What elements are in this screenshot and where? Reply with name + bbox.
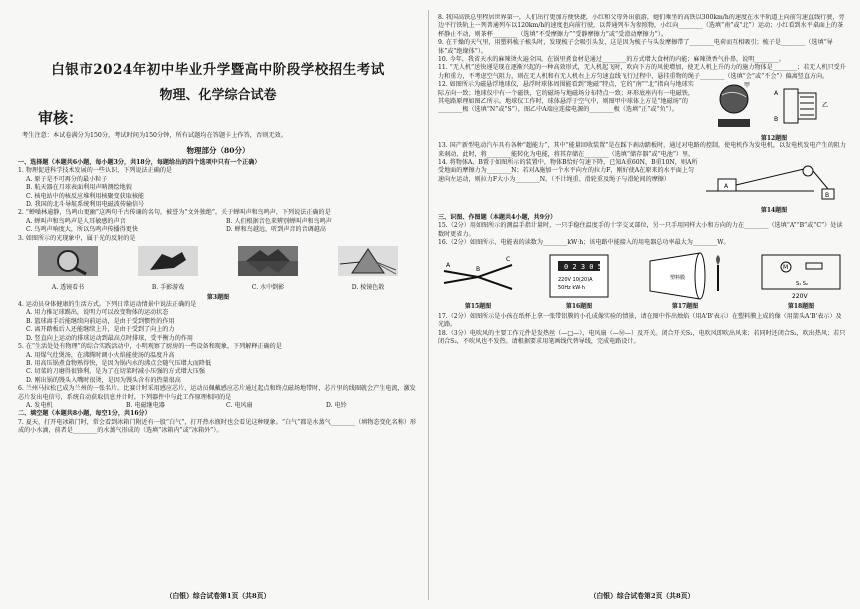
part-1-heading: 一、选择题（本题共6小题，每小题3分，共18分，每题给出的四个选项中只有一个正确） xyxy=(18,159,261,166)
question-17: 17.（2分）如图所示是小孩在纸杯上拿一张带铝膜的小孔成像实验的情景，请在图中作出烛焰（用A'B'表示）在塑料膜上成的像（用箭头A'B'表示）及光路。 xyxy=(438,312,842,329)
question-11: 11. “无人机”送快递是现在逐渐兴起的一种高效形式，无人机起飞时，吹向下方的风使增加，使无人机上升的力的施力物体是________；若无人机只受升力和重力，不考虑空气阻力，则在无人机和有无人机右上方匀速直线飞行过程中，悬挂重物的绳子________（选填“会”或“不会”）偏离竖直方向。 xyxy=(438,64,846,80)
magnifier-image xyxy=(38,246,98,276)
svg-text:M: M xyxy=(783,263,789,271)
q12-figure: A B 甲 乙 第12题图 xyxy=(704,81,844,142)
water-reflection-image xyxy=(238,246,298,276)
question-5: 5. 在“生活处处有物理”的综合实践活动中，小明观察了厨房的一些设备和现象，下列解释正确的是 xyxy=(18,343,282,351)
page-divider xyxy=(428,10,429,600)
q18-figure: M S₁ S₂ 220V 第18题图 xyxy=(756,251,846,310)
page-2 xyxy=(438,14,846,600)
q3-figure-b: B. 手影游戏 xyxy=(137,246,199,291)
part-3-heading: 三、识图、作图题（本题共4小题，共9分） xyxy=(438,214,557,222)
part-2-heading: 二、填空题（本题共8小题，每空1分，共16分） xyxy=(18,410,151,418)
q4-option-d: D. 竖直向上运动的排球运动到最高点时排球，受平衡力的作用 xyxy=(26,334,193,342)
q1-option-d: D. 我国的北斗导航系统利用电磁波传输信号 xyxy=(26,201,145,209)
svg-text:B: B xyxy=(774,116,779,124)
question-12: 12. 如图所示为磁悬浮地球仪，悬浮时球体周围能看到“地磁”特点，它的“南”“北”指向与地球实际方向一致；地球仪中有一个磁铁，它的磁场与地磁场分布特点一致；环形底座内有一电磁铁，其电路原理如图乙所示。地球仪工作时，球体悬浮于空气中，则图甲中球体上方是“地磁场”的________极（选填“N”或“S”），图乙中A端应连接电源的________极（选填“正”或“负”）。 xyxy=(438,81,694,114)
q3-figure-a: A. 透镜看书 xyxy=(37,246,99,291)
q3-figures xyxy=(18,246,418,291)
question-14: 14. 将物体A、B置于如图所示的装置中，物体B恰好匀速下降，已知A重60N，B重10N，则A所受地面的摩擦力为________N；若对A施加一个水平向左的拉力F，刚好使A在原来的水平面上匀速向左运动，则拉力F大小为________N。（不计绳重、滑轮重及绳子与滑轮间的摩擦） xyxy=(438,159,698,183)
q5-option-d: D. 刚出锅的馒头入嘴时很烫，是因为馒头含有的热量很高 xyxy=(26,376,181,384)
svg-text:220V 10(20)A: 220V 10(20)A xyxy=(558,276,593,283)
svg-text:0 2 3 0 5: 0 2 3 0 5 xyxy=(564,262,602,271)
q1-option-b: B. 航天器在月球表面利用声呐测绘地貌 xyxy=(26,184,132,192)
page-1 xyxy=(18,14,418,600)
question-15: 15.（2分）用如图所示的测温手指计量时，一只手稳住温度手的十字交叉部位，另一只手用同样大小和方向的力在________（选填“A”“B”或“C”）处读数时更省力。 xyxy=(438,222,843,238)
q5-option-b: B. 用高压锅煮食物熟得快，是因为锅内水的沸点会随气压增大而降低 xyxy=(26,359,212,367)
q3-figure-c: C. 水中倒影 xyxy=(237,246,299,291)
pulley-diagram xyxy=(704,159,844,205)
svg-text:塑料膜: 塑料膜 xyxy=(670,274,686,281)
q1-option-a: A. 原子是不可再分的最小粒子 xyxy=(26,175,108,183)
question-18: 18.（3分）电吹风的主要工作元件是发热丝（—□—）、电风扇（—Ⓜ—）及开关。闭合开关S₁，电吹风即吹出风来；若同时还闭合S₂，吹出热风；若只闭合S₂，不吹风也不发热。请根据要求用笔画线代替导线，完成电路设计。 xyxy=(438,329,846,345)
q6-option-d: D. 电铃 xyxy=(326,401,347,409)
prism-dispersion-image xyxy=(338,246,398,276)
q2-option-c: C. 鸟鸣声响度大，所以鸟鸣声传播得更快 xyxy=(26,226,138,234)
q6-option-c: C. 电风扇 xyxy=(226,401,253,409)
q4-option-c: C. 离开踏板后人还能继续上升，是由于受到了向上的力 xyxy=(26,326,175,334)
question-6: 6. 兰州马拉松已成为兰州的一张名片。比赛计时采用感应芯片，运动员佩戴感应芯片通过起点和终点磁场地带时，芯片里的线圈就会产生电流，激发芯片发出电信号，系统自动获取信息并计时。下列器件中与此工作原理相同的是 xyxy=(18,385,416,401)
question-7: 7. 夏天，打开电冰箱门时，常会看到冰箱门附近有一股“白气”，打开热水瓶时也会看见这种现象。“白气”都是水蒸气________（填物态变化名称）形成的小水滴，前者是________的水蒸气形成的（选填“冰箱内”或“冰箱外”）。 xyxy=(18,418,417,435)
physics-section-heading: 物理部分（80分） xyxy=(186,146,250,155)
question-2: 2. “蝉噪林逾静，鸟鸣山更幽”这两句千古传诵的名句，被誉为“文外独绝”。关于蝉叫声和鸟鸣声，下列说法正确的是 xyxy=(18,209,331,217)
pinhole-camera-diagram xyxy=(640,251,730,301)
q3-figure-d: D. 棱镜色散 xyxy=(337,246,399,291)
question-4: 4. 运动员身体健康的生活方式。下列日常运动情景中说法正确的是 xyxy=(18,301,197,309)
q14-block xyxy=(438,159,846,214)
q14-figure: A B 第14题图 xyxy=(704,159,844,214)
q15-figure: A B C 第15题图 xyxy=(438,251,518,310)
q6-option-a: A. 发电机 xyxy=(26,401,53,409)
q1-option-c: C. 核电站中的核反应堆利用核聚变获取核能 xyxy=(26,192,145,200)
q2-options-row-1 xyxy=(18,218,418,226)
q5-option-c: C. 切菜的刀磨得很锋利，是为了在切菜时减小压强的方式增大压强 xyxy=(26,368,205,376)
svg-text:50Hz kW·h: 50Hz kW·h xyxy=(558,284,585,291)
hair-dryer-circuit-diagram xyxy=(756,251,846,301)
q2-option-a: A. 蝉叫声和鸟鸣声是人耳敏感的声音 xyxy=(26,217,126,225)
question-16: 16.（2分）如图所示，电能表的读数为________kW·h；该电路中能接入的用电器总功率最大为________W。 xyxy=(438,239,730,247)
q2-options-row-2 xyxy=(18,226,418,234)
svg-text:A: A xyxy=(446,261,451,269)
q3-figure-caption: 第3题图 xyxy=(206,294,230,302)
audit-label: 审核： xyxy=(38,109,84,127)
svg-text:A: A xyxy=(724,183,729,191)
svg-text:B: B xyxy=(825,192,830,200)
svg-text:A: A xyxy=(774,90,779,98)
exam-notice: 考生注意：本试卷满分为150分，考试时间为150分钟，所有试题均在答题卡上作答，否则无效。 xyxy=(22,132,287,139)
exam-title: 白银市2024年初中毕业升学暨高中阶段学校招生考试 xyxy=(51,62,385,78)
q4-option-a: A. 用力推足球踢出，说明力可以改变物体的运动状态 xyxy=(26,309,169,317)
question-13: 13. 国产新型电动汽车具有各种“超能力”，其中“能量回收装置”是在踩下刹动踏板时，通过对电路的控制，使电机作为发电机，以发电机发电产生的阻力来刹动，此时，将________能转化为电能，将其存储在________（选填“储存器”或“电池”）里。 xyxy=(438,142,846,158)
page-1-footer: （白银）综合试卷第1页（共8页） xyxy=(165,592,271,600)
page-2-footer: （白银）综合试卷第2页（共8页） xyxy=(589,592,695,600)
exam-subtitle: 物理、化学综合试卷 xyxy=(159,88,277,103)
svg-text:B: B xyxy=(476,265,481,273)
q17-figure: 塑料膜 第17题图 xyxy=(640,251,730,310)
q2-option-b: B. 人们根据音色来辨别蝉叫声和鸟鸣声 xyxy=(226,217,332,225)
q5-option-a: A. 用煤气灶煲汤，在沸腾时调小火焰能使汤的温度升高 xyxy=(26,351,175,359)
question-1: 1. 物理促进科学技术发展的一些认识，下列说法正确的是 xyxy=(18,167,173,175)
q15-18-figures xyxy=(438,251,846,310)
hand-shadow-image xyxy=(138,246,198,276)
q12-block xyxy=(438,81,846,142)
svg-text:甲: 甲 xyxy=(744,82,751,90)
electricity-meter-diagram xyxy=(544,251,614,301)
q4-option-b: B. 篮球离手后能继续向前运动，是由于受到惯性的作用 xyxy=(26,317,175,325)
svg-text:乙: 乙 xyxy=(822,102,829,110)
question-10: 10. 今年，我省天水的麻辣烫火遍全国。在锅里煮食材是通过________的方式增大食材的内能；麻辣烫香气扑鼻，说明________。 xyxy=(438,56,785,64)
svg-text:220V: 220V xyxy=(792,292,808,300)
maglev-globe-diagram xyxy=(704,81,844,133)
question-9: 9. 在干燥的天气里，用塑料梳子梳头时，发现梳子会吸引头发，这是因为梳子与头发摩擦带了________电荷而互相吸引；梳子是________（选填“导体”或“绝缘体”）。 xyxy=(438,39,833,55)
question-3: 3. 如图所示的光现象中，属于光的反射的是 xyxy=(18,234,136,242)
q16-figure: 0 2 3 0 5 220V 10(20)A 50Hz kW·h 第16题图 xyxy=(544,251,614,310)
svg-text:S₁ S₂: S₁ S₂ xyxy=(796,280,808,287)
q6-option-b: B. 电磁继电器 xyxy=(126,401,165,409)
svg-text:C: C xyxy=(506,255,511,263)
q2-option-d: D. 蝉和鸟越远，听到声音的音调越高 xyxy=(226,226,326,234)
question-8: 8. 我国高铁总里程居世界第一，人们出行更加方便快捷，小红和父母外出旅游，她们乘坐的高铁以300km/h的速度在水平轨道上向前匀速直线行驶，旁边平行铁轨上一列普通列车以120km/h的速度也向前行驶，以普通列车为参照物，小红向________（选填“南”或“北”）运动；小红看到水平桌面上的茶杯静止不动，则茶杯________（选填“不受摩擦力”“受静摩擦力”或“受滑动摩擦力”）。 xyxy=(438,14,845,38)
pliers-diagram xyxy=(438,251,518,301)
